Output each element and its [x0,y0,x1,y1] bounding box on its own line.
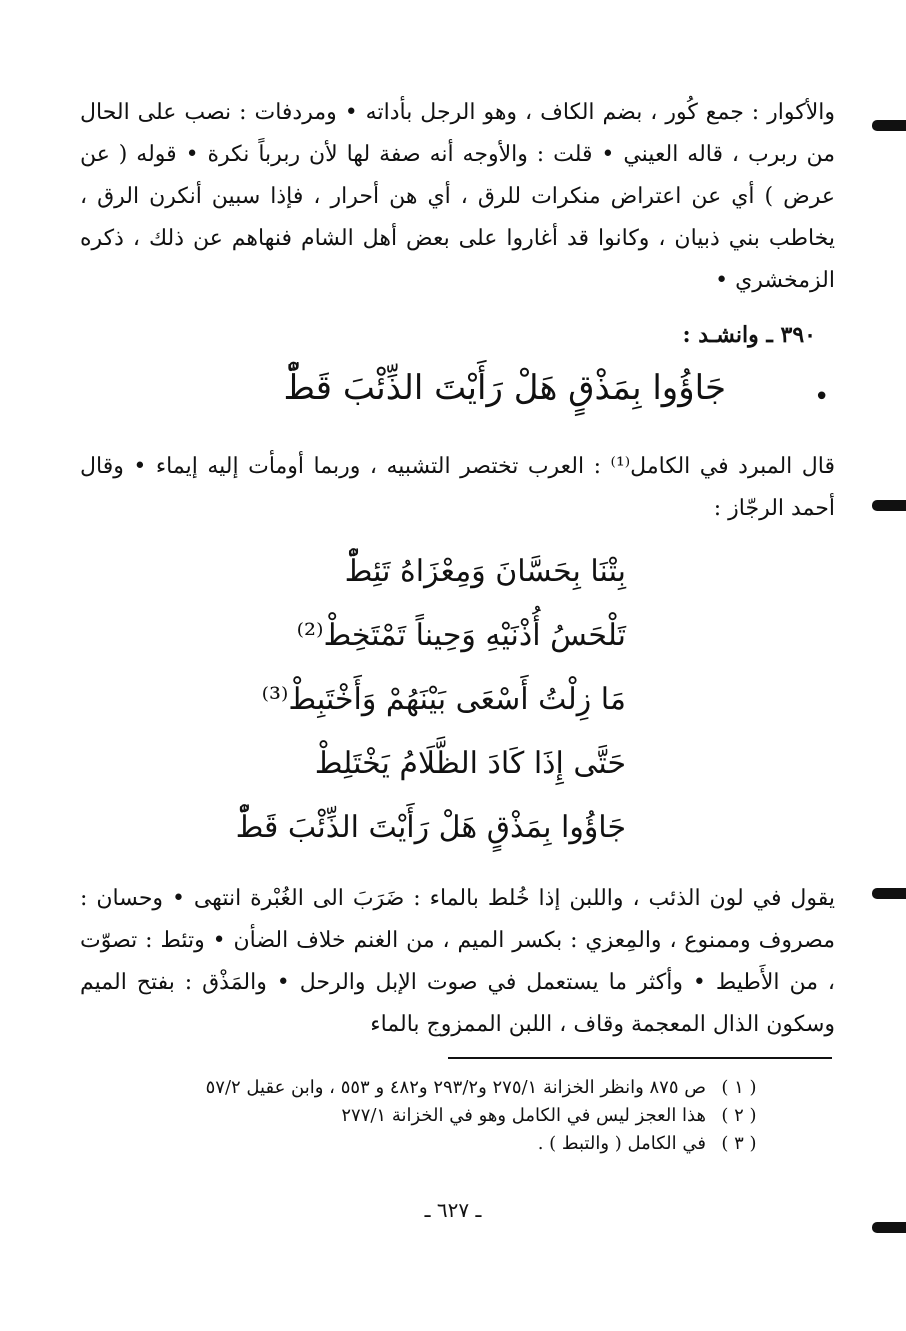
page-edge-mark [872,120,906,131]
footnote-divider [448,1057,832,1059]
commentary-paragraph-3: يقول في لون الذئب ، واللبن إذا خُلط بالماء : ضَرَبَ الى الغُبْرة انتهى • وحسان : مصروف وممنوع ، والمِعزي : بكسر الميم ، من الغنم خلاف الضأن • وتئط : تصوّت ، من الأَطيط • وأكثر ما يستعمل في صوت الإبل والرحل • والمَذْق : بفتح الميم وسكون الذال المعجمة وقاف ، اللبن الممزوج بالماء [80,886,835,1037]
footnotes [86,1074,766,1158]
verse-heading: ٣٩٠ ـ وانشـد : [682,322,816,348]
poem-verse: بِتْنَا بِحَسَّانَ وَمِعْزَاهُ تَئِطّْ [344,554,626,589]
footnote-text: في الكامل ( والتبط ) . [537,1133,706,1154]
poem-verse: حَتَّى إِذَا كَادَ الظَّلَامُ يَخْتَلِطْ [314,746,626,781]
main-verse: جَاؤُوا بِمَذْقٍ هَلْ رَأَيْتَ الذِّئْبَ قَطّْ [283,368,726,408]
page-edge-mark [872,500,906,511]
page-number: ـ ٦٢٧ ـ [424,1198,482,1222]
footnote-number: ( ١ ) [721,1077,757,1098]
footnote [86,1130,766,1158]
footnote-text: هذا العجز ليس في الكامل وهو في الخزانة ٢٧٧/١ [341,1105,706,1126]
verse-dot: • [814,382,830,412]
footnote [86,1102,766,1130]
page-edge-mark [872,1222,906,1233]
footnote-number: ( ٢ ) [721,1105,757,1126]
commentary-paragraph-2: قال المبرد في الكامل⁽¹⁾ : العرب تختصر التشبيه ، وربما أومأت إليه إيماء • وقال أحمد الرجّاز : [80,454,836,521]
page-edge-mark [872,888,906,899]
poem-verse: جَاؤُوا بِمَذْقٍ هَلْ رَأَيْتَ الذِّئْبَ قَطّْ [235,810,626,845]
commentary-paragraph-1: والأكوار : جمع كُور ، بضم الكاف ، وهو الرجل بأداته • ومردفات : نصب على الحال من ربرب ، قاله العيني • قلت : والأوجه أنه صفة لها لأن ربرباً نكرة • قوله ( عن عرض ) أي عن اعتراض منكرات للرق ، أي هن أحرار ، فإذا سبين أنكرن الرق ، يخاطب بني ذبيان ، وكانوا قد أغاروا على بعض أهل الشام فنهاهم عن ذلك ، ذكره الزمخشري • [80,100,835,293]
poem-verses [235,540,626,860]
poem-verse: مَا زِلْتُ أَسْعَى بَيْنَهُمْ وَأَخْتَبِطْ⁽³⁾ [261,682,626,717]
footnote-text: ص ٨٧٥ وانظر الخزانة ٢٧٥/١ و٢٩٣/٢ و٤٨٢ و ٥٥٣ ، وابن عقيل ٥٧/٢ [205,1077,706,1098]
footnote-number: ( ٣ ) [721,1133,757,1154]
footnote [86,1074,766,1102]
poem-verse: تَلْحَسُ أُذْنَيْهِ وَحِيناً تَمْتَخِطْ⁽²⁾ [296,618,626,653]
